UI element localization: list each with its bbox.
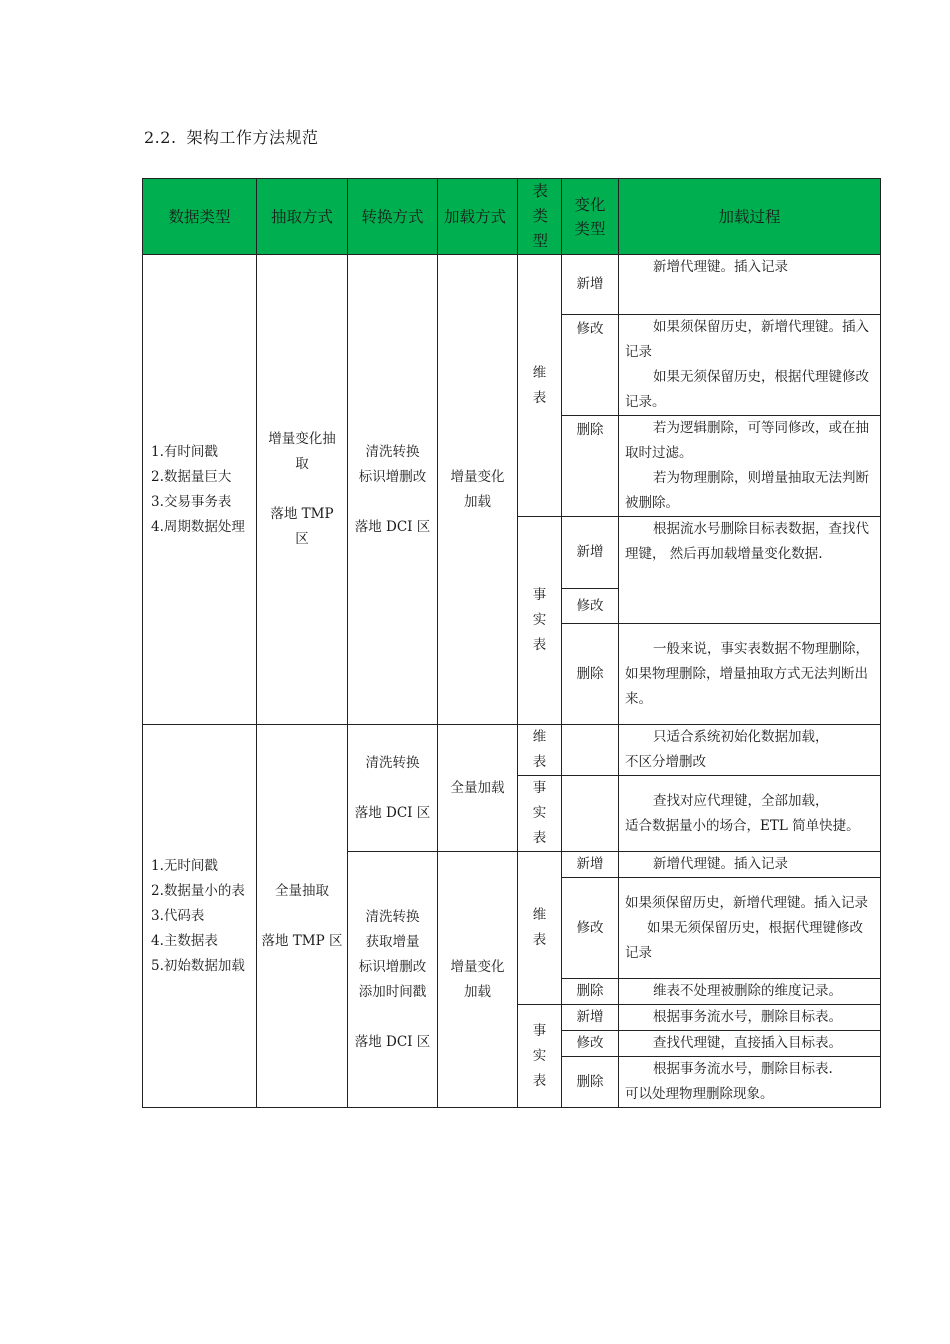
g1-fact-addmod-proc: 根据流水号删除目标表数据，查找代理键， 然后再加载增量变化数据.: [619, 517, 881, 624]
header-load: 加载方式: [438, 179, 518, 255]
g2-inc-fact-table-cell: 事实表: [518, 1005, 562, 1108]
table-row: [143, 725, 881, 776]
g2-inc-dim-table-cell: 维表: [518, 852, 562, 1005]
g1-datatype-cell: [143, 255, 257, 725]
table-row: [143, 255, 881, 315]
section-title: 架构工作方法规范: [186, 128, 319, 147]
g1-transform-3: 落地 DCI 区: [354, 518, 431, 535]
g2-full-fact-type-empty: [562, 776, 619, 852]
g2-inc-fact-mod-proc: 查找代理键，直接插入目标表。: [619, 1031, 881, 1057]
g2-full-dim-proc: 只适合系统初始化数据加载， 不区分增删改: [619, 725, 881, 776]
g1-fact-add-type: 新增: [562, 517, 619, 589]
list-item: 1.无时间戳: [151, 857, 218, 874]
g1-dim-del-proc: 若为逻辑删除，可等同修改，或在抽取时过滤。 若为物理删除，则增量抽取无法判断被删除。: [619, 416, 881, 517]
g1-fact-mod-type: 修改: [562, 589, 619, 624]
g1-dim-mod-type: 修改: [562, 315, 619, 416]
header-transform: 转换方式: [348, 179, 438, 255]
g2-extract-land: 落地 TMP 区: [261, 932, 343, 949]
list-item: 2.数据量小的表: [151, 882, 245, 899]
g1-fact-del-proc: 一般来说，事实表数据不物理删除， 如果物理删除，增量抽取方式无法判断出来。: [619, 624, 881, 725]
g2-full-fact-proc: 查找对应代理键，全部加载， 适合数据量小的场合，ETL 简单快捷。: [619, 776, 881, 852]
list-item: 1.有时间戳: [151, 443, 218, 460]
g2-inc-dim-add-type: 新增: [562, 852, 619, 878]
g1-load-cell: 增量变化加载: [438, 255, 518, 725]
g2-inc-transform-1: 清洗转换: [365, 908, 420, 925]
g1-dim-del-type: 删除: [562, 416, 619, 517]
g1-fact-table-cell: 事实表: [518, 517, 562, 725]
g2-full-transform-2: 落地 DCI 区: [354, 804, 431, 821]
g1-fact-del-type: 删除: [562, 624, 619, 725]
section-number: 2.2.: [144, 128, 177, 147]
g2-full-dim-table-cell: 维表: [518, 725, 562, 776]
g1-transform-cell: [348, 255, 438, 725]
g1-dim-add-proc: 新增代理键。插入记录: [619, 255, 881, 315]
list-item: 3.交易事务表: [151, 493, 232, 510]
g2-inc-dim-del-proc: 维表不处理被删除的维度记录。: [619, 979, 881, 1005]
g1-dim-table-cell: 维表: [518, 255, 562, 517]
g1-transform-1: 清洗转换: [365, 443, 420, 460]
g1-extract-method: 增量变化抽取: [268, 431, 336, 472]
g2-inc-fact-del-type: 删除: [562, 1057, 619, 1108]
g1-dim-add-type: 新增: [562, 255, 619, 315]
g2-inc-transform-4: 添加时间戳: [358, 983, 427, 1000]
section-heading: [144, 125, 319, 148]
list-item: 4.主数据表: [151, 932, 218, 949]
list-item: 3.代码表: [151, 907, 205, 924]
header-tabletype: 表类型: [518, 179, 562, 255]
g2-inc-fact-add-type: 新增: [562, 1005, 619, 1031]
g2-datatype-cell: [143, 725, 257, 1108]
g2-inc-load-cell: 增量变化加载: [438, 852, 518, 1108]
header-row: [143, 179, 881, 255]
g2-inc-dim-add-proc: 新增代理键。插入记录: [619, 852, 881, 878]
g2-inc-transform-5: 落地 DCI 区: [354, 1033, 431, 1050]
g2-full-transform-cell: [348, 725, 438, 852]
g2-inc-fact-del-proc: 根据事务流水号，删除目标表. 可以处理物理删除现象。: [619, 1057, 881, 1108]
g2-inc-dim-mod-type: 修改: [562, 878, 619, 979]
g2-inc-transform-cell: [348, 852, 438, 1108]
g2-full-transform-1: 清洗转换: [365, 754, 420, 771]
g1-transform-2: 标识增删改: [358, 468, 427, 485]
g2-extract-cell: [257, 725, 348, 1108]
g2-inc-fact-mod-type: 修改: [562, 1031, 619, 1057]
header-changetype: 变化类型: [562, 179, 619, 255]
list-item: 2.数据量巨大: [151, 468, 232, 485]
g2-full-fact-table-cell: 事实表: [518, 776, 562, 852]
g2-extract-method: 全量抽取: [275, 882, 329, 899]
list-item: 5.初始数据加载: [151, 957, 245, 974]
g2-inc-fact-add-proc: 根据事务流水号，删除目标表。: [619, 1005, 881, 1031]
g2-inc-dim-del-type: 删除: [562, 979, 619, 1005]
g2-inc-transform-2: 获取增量: [365, 933, 420, 950]
header-datatype: 数据类型: [143, 179, 257, 255]
g1-extract-cell: [257, 255, 348, 725]
g2-inc-transform-3: 标识增删改: [358, 958, 427, 975]
g1-dim-mod-proc: 如果须保留历史，新增代理键。插入记录 如果无须保留历史，根据代理键修改记录。: [619, 315, 881, 416]
g1-extract-land: 落地 TMP 区: [270, 506, 334, 547]
g2-full-dim-type-empty: [562, 725, 619, 776]
g2-full-load-cell: 全量加载: [438, 725, 518, 852]
list-item: 4.周期数据处理: [151, 518, 245, 535]
g2-inc-dim-mod-proc: 如果须保留历史，新增代理键。插入记录 如果无须保留历史，根据代理键修改记录: [619, 878, 881, 979]
header-extract: 抽取方式: [257, 179, 348, 255]
spec-table: [142, 178, 881, 1108]
header-process: 加载过程: [619, 179, 881, 255]
